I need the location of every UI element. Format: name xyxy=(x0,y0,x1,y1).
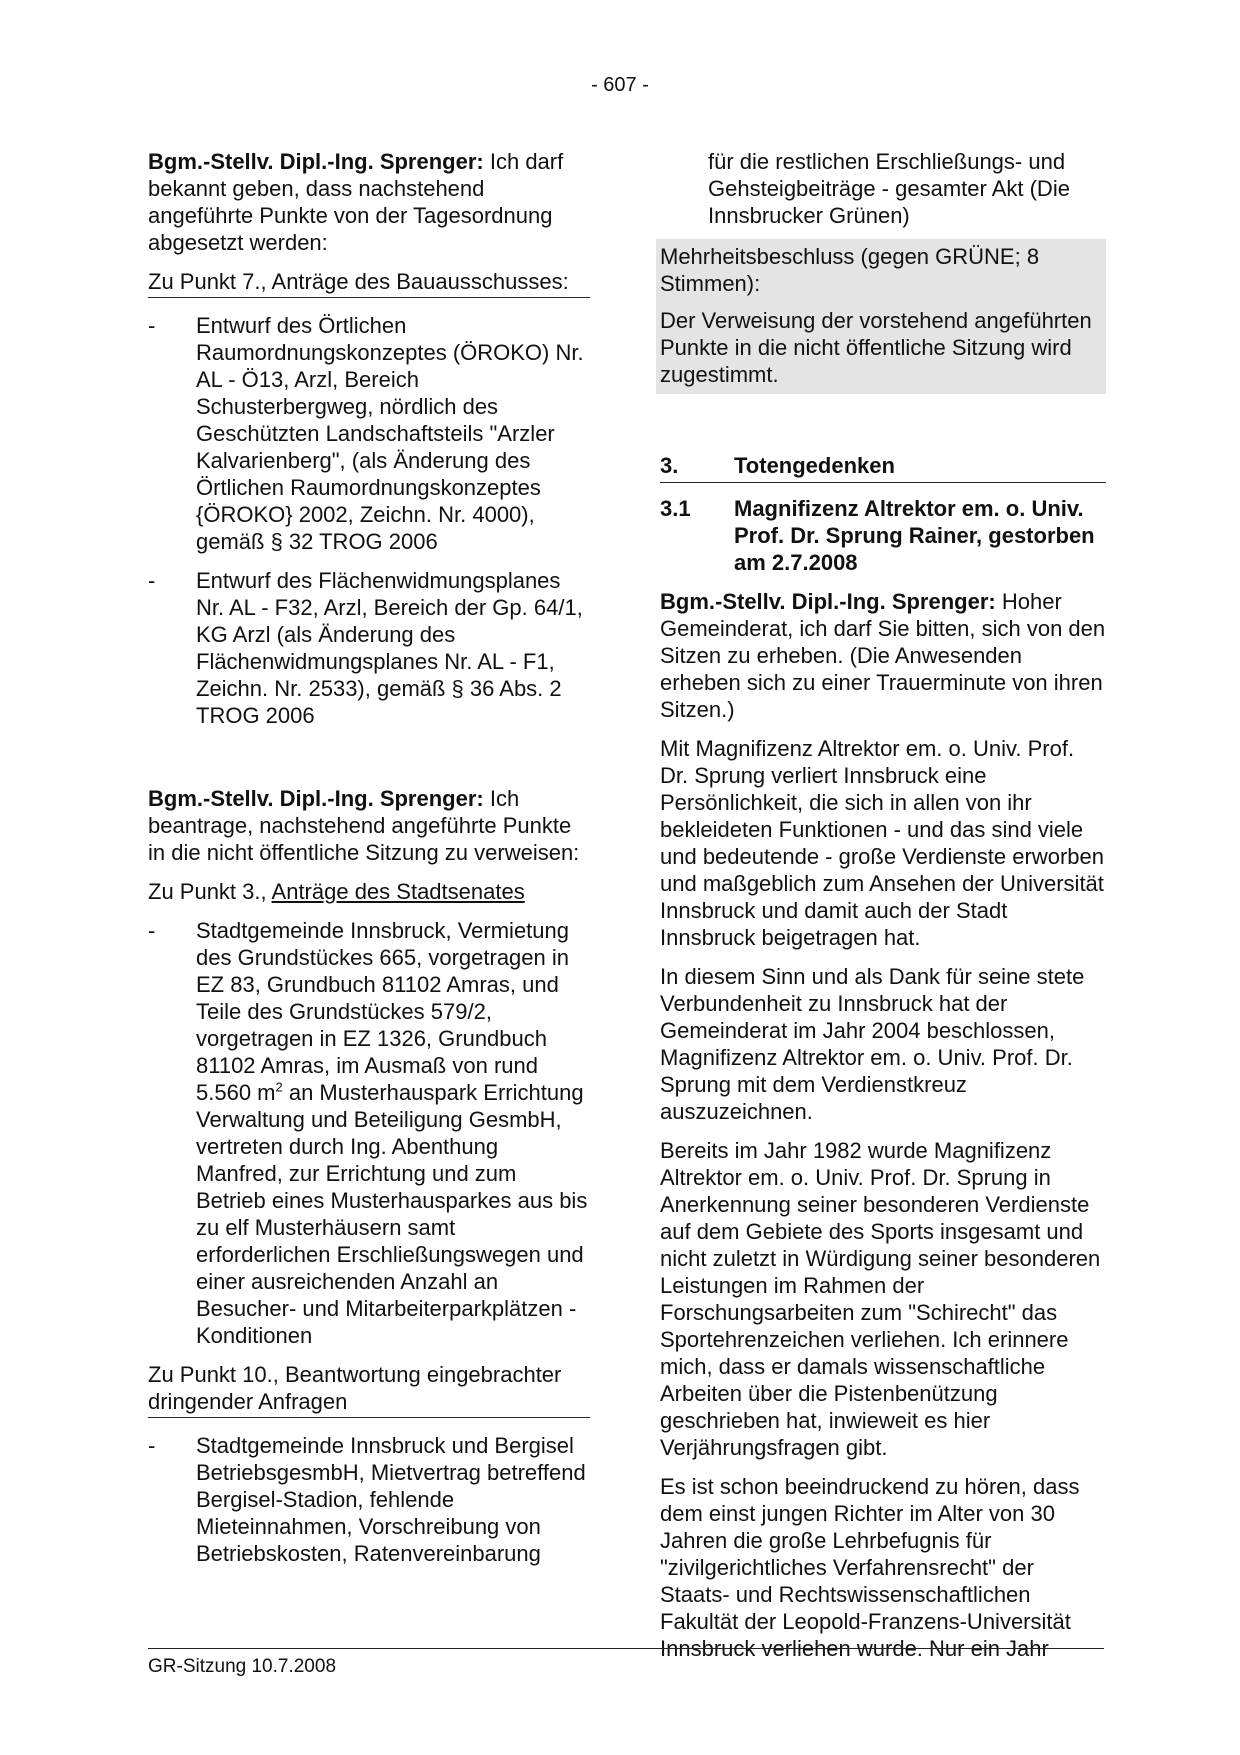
superscript: 2 xyxy=(275,1079,283,1095)
right-column xyxy=(660,148,1106,1674)
list-item-text-part: an Musterhauspark Errichtung Verwaltung und Beteiligung GesmbH, vertreten durch Ing. Abenthung Manfred, zur Errichtung und zum Betrieb eines Musterhausparkes aus bis zu elf Musterhäusern samt erforderlichen Erschließungswegen und einer ausreichenden Anzahl an Besucher- und Mitarbeiterparkplätzen - Konditionen xyxy=(196,1080,588,1348)
paragraph-motion xyxy=(148,785,590,866)
section-heading-3 xyxy=(660,452,1106,483)
list-item-text-part: Stadtgemeinde Innsbruck, Vermietung des Grundstückes 665, vorgetragen in EZ 83, Grundbuch 81102 Amras, und Teile des Grundstückes 579/2, vorgetragen in EZ 1326, Grundbuch 81102 Amras, im Ausmaß von rund 5.560 m xyxy=(196,918,570,1105)
resolution-box xyxy=(656,239,1106,394)
list-item-continuation: für die restlichen Erschließungs- und Gehsteigbeiträge - gesamter Akt (Die Innsbrucker Grünen) xyxy=(708,149,1070,228)
bullet-dash: - xyxy=(148,568,156,593)
list-item xyxy=(148,917,590,1349)
paragraph-announcement xyxy=(148,148,590,256)
agenda-heading-point-3 xyxy=(148,878,590,905)
section-title: Magnifizenz Altrektor em. o. Univ. Prof. Dr. Sprung Rainer, gestorben am 2.7.2008 xyxy=(734,496,1095,575)
bullet-dash: - xyxy=(148,313,156,338)
heading-prefix: Zu Punkt 3., xyxy=(148,879,267,904)
resolution-vote: Mehrheitsbeschluss (gegen GRÜNE; 8 Stimmen): xyxy=(660,244,1040,296)
list-item-text: Entwurf des Flächenwidmungsplanes Nr. AL - F32, Arzl, Bereich der Gp. 64/1, KG Arzl (als Änderung des Flächenwidmungsplanes Nr. AL - F1, Zeichn. Nr. 2533), gemäß § 36 Abs. 2 TROG 2006 xyxy=(196,568,583,728)
agenda-heading-point-7: Zu Punkt 7., Anträge des Bauausschusses: xyxy=(148,268,590,298)
paragraph-text: Hoher Gemeinderat, ich darf Sie bitten, sich von den Sitzen zu erheben. (Die Anwesenden erheben sich zu einer Trauerminute von ihren Sitzen.) xyxy=(660,589,1106,722)
heading-underlined-title: Anträge des Stadtsenates xyxy=(271,879,525,904)
paragraph: Mit Magnifizenz Altrektor em. o. Univ. Prof. Dr. Sprung verliert Innsbruck eine Persönlichkeit, die sich in allen von ihr bekleideten Funktionen - und das sind viele und bedeutende - große Verdienste erworben und maßgeblich zum Ansehen der Universität Innsbruck und damit auch der Stadt Innsbruck beigetragen hat. xyxy=(660,736,1104,950)
paragraph: Bereits im Jahr 1982 wurde Magnifizenz Altrektor em. o. Univ. Prof. Dr. Sprung in Anerkennung seiner besonderen Verdienste auf dem Gebiete des Sports insgesamt und nicht zuletzt in Würdigung seiner besonderen Leistungen im Rahmen der Forschungsarbeiten zum "Schirecht" das Sportehrenzeichen verliehen. Ich erinnere mich, dass er damals wissenschaftliche Arbeiten über die Pistenbenützung geschrieben hat, inwieweit es hier Verjährungsfragen gibt. xyxy=(660,1138,1101,1460)
speaker-name: Bgm.-Stellv. Dipl.-Ing. Sprenger: xyxy=(148,786,484,811)
section-number: 3.1 xyxy=(660,496,691,521)
paragraph-text: Ich beantrage, nachstehend angeführte Punkte in die nicht öffentliche Sitzung zu verweisen: xyxy=(148,786,580,865)
resolution-text: Der Verweisung der vorstehend angeführten Punkte in die nicht öffentliche Sitzung wird zugestimmt. xyxy=(660,308,1092,387)
speaker-name: Bgm.-Stellv. Dipl.-Ing. Sprenger: xyxy=(148,149,484,174)
spacer xyxy=(660,402,1106,452)
page-number: - 607 - xyxy=(591,74,649,96)
list-item xyxy=(148,312,590,555)
list-item-text xyxy=(196,918,587,1348)
paragraph: In diesem Sinn und als Dank für seine stete Verbundenheit zu Innsbruck hat der Gemeinderat im Jahr 2004 beschlossen, Magnifizenz Altrektor em. o. Univ. Prof. Dr. Sprung mit dem Verdienstkreuz auszuzeichnen. xyxy=(660,964,1085,1124)
paragraph-speech xyxy=(660,588,1106,723)
page-footer: GR-Sitzung 10.7.2008 xyxy=(148,1648,1104,1680)
list-item xyxy=(148,567,590,729)
paragraph-text: Ich darf bekannt geben, dass nachstehend angeführte Punkte von der Tagesordnung abgesetzt werden: xyxy=(148,149,564,255)
list-item-text: Stadtgemeinde Innsbruck und Bergisel BetriebsgesmbH, Mietvertrag betreffend Bergisel-Stadion, fehlende Mieteinnahmen, Vorschreibung von Betriebskosten, Ratenvereinbarung xyxy=(196,1433,586,1566)
section-title: Totengedenken xyxy=(734,453,895,478)
left-column xyxy=(148,148,590,1579)
section-number: 3. xyxy=(660,453,679,478)
speaker-name: Bgm.-Stellv. Dipl.-Ing. Sprenger: xyxy=(660,589,996,614)
bullet-dash: - xyxy=(148,918,156,943)
list-item xyxy=(148,1432,590,1567)
agenda-heading-point-10: Zu Punkt 10., Beantwortung eingebrachter dringender Anfragen xyxy=(148,1361,590,1418)
paragraph: Es ist schon beeindruckend zu hören, dass dem einst jungen Richter im Alter von 30 Jahren die große Lehrbefugnis für "zivilgerichtliches Verfahrensrecht" der Staats- und Rechtswissenschaftlichen Fakultät der Leopold-Franzens-Universität Innsbruck verliehen wurde. Nur ein Jahr xyxy=(660,1474,1080,1661)
list-item-text: Entwurf des Örtlichen Raumordnungskonzeptes (ÖROKO) Nr. AL - Ö13, Arzl, Bereich Schusterbergweg, nördlich des Geschützten Landschaftsteils "Arzler Kalvarienberg", (als Änderung des Örtlichen Raumordnungskonzeptes {ÖROKO} 2002, Zeichn. Nr. 4000), gemäß § 32 TROG 2006 xyxy=(196,313,584,554)
bullet-dash: - xyxy=(148,1433,156,1458)
section-heading-3-1 xyxy=(660,495,1106,576)
